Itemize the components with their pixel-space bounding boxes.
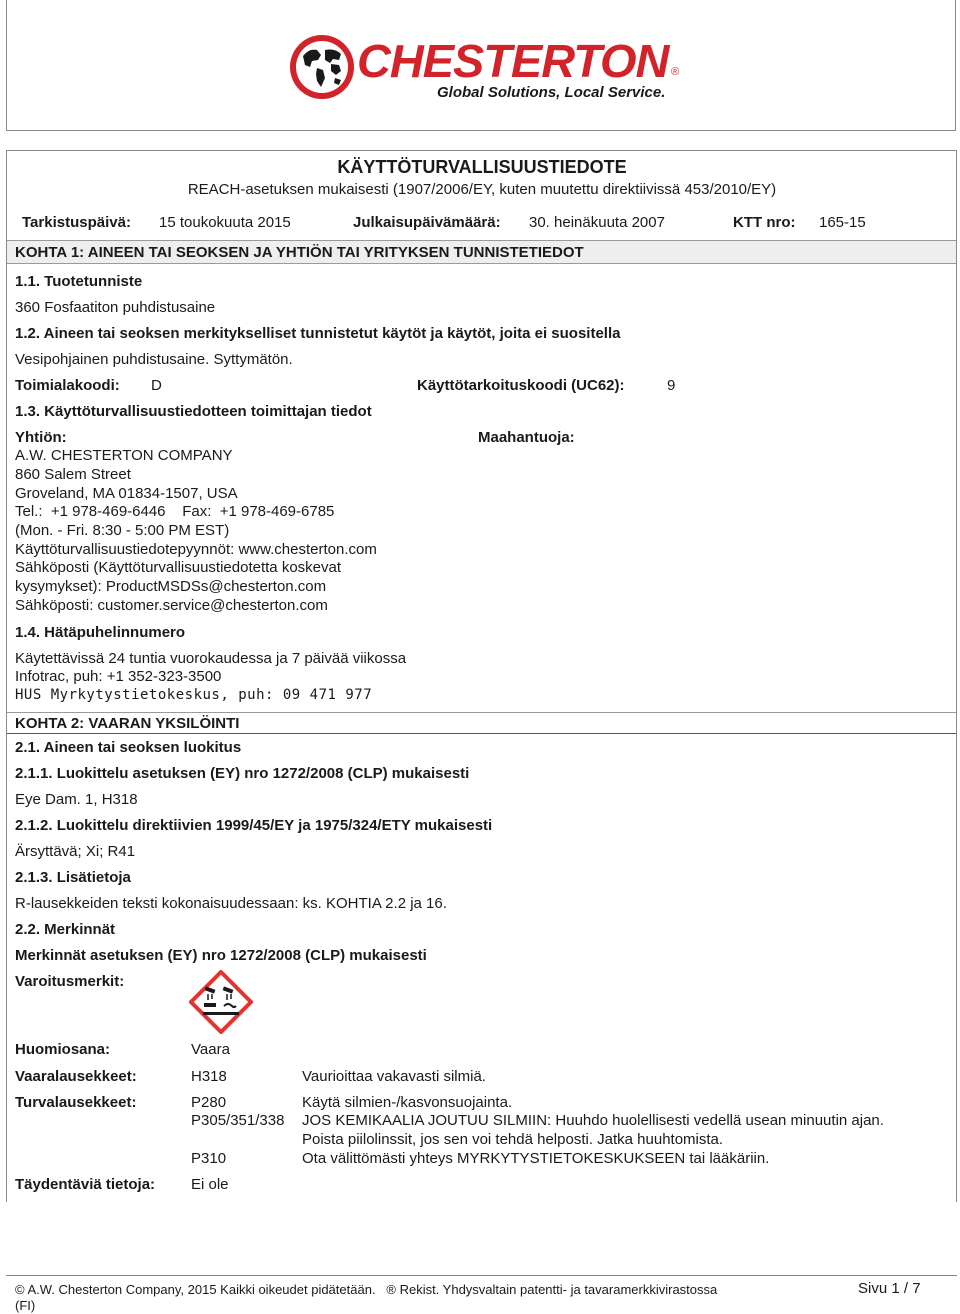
hazard-code: H318 — [191, 1068, 227, 1085]
supplementary-label: Täydentäviä tietoja: — [15, 1176, 156, 1193]
company-label: Yhtiön: — [15, 429, 67, 446]
revision-value: 15 toukokuuta 2015 — [159, 214, 291, 231]
precaution-code: P310 — [191, 1150, 227, 1167]
company-line: Tel.: +1 978-469-6446 Fax: +1 978-469-6785 — [15, 503, 335, 520]
issue-label: Julkaisupäivämäärä: — [353, 214, 501, 231]
company-line: Käyttöturvallisuustiedotepyynnöt: www.chesterton.com — [15, 541, 377, 558]
company-logo — [285, 28, 685, 108]
s212-title: 2.1.2. Luokittelu direktiivien 1999/45/EY ja 1975/324/ETY mukaisesti — [15, 817, 493, 834]
brand-tagline: Global Solutions, Local Service. — [437, 84, 666, 101]
section-2-title: KOHTA 2: VAARAN YKSILÖINTI — [15, 715, 240, 732]
corrosion-pictogram-icon — [189, 970, 253, 1034]
company-line: (Mon. - Fri. 8:30 - 5:00 PM EST) — [15, 522, 230, 539]
precaution-text: Poista piilolinssit, jos sen voi tehdä helposti. Jatka huuhtomista. — [302, 1131, 724, 1148]
issue-value: 30. heinäkuuta 2007 — [529, 214, 665, 231]
pictogram-label: Varoitusmerkit: — [15, 973, 125, 990]
company-line: Groveland, MA 01834-1507, USA — [15, 485, 238, 502]
s212-text: Ärsyttävä; Xi; R41 — [15, 843, 136, 860]
s211-title: 2.1.1. Luokittelu asetuksen (EY) nro 1272/2008 (CLP) mukaisesti — [15, 765, 470, 782]
section-1-header — [7, 240, 956, 264]
ktt-label: KTT nro: — [733, 214, 796, 231]
importer-label: Maahantuoja: — [478, 429, 575, 446]
signal-word-label: Huomiosana: — [15, 1041, 111, 1058]
s213-title: 2.1.3. Lisätietoja — [15, 869, 131, 886]
s12-text: Vesipohjainen puhdistusaine. Syttymätön. — [15, 351, 293, 368]
section-1-title: KOHTA 1: AINEEN TAI SEOKSEN JA YHTIÖN TAI YRITYKSEN TUNNISTETIEDOT — [15, 244, 584, 261]
ktt-value: 165-15 — [819, 214, 866, 231]
section-2-header — [7, 712, 956, 734]
industry-value: D — [151, 377, 162, 394]
globe-icon — [287, 32, 357, 102]
s211-text: Eye Dam. 1, H318 — [15, 791, 138, 808]
s13-title: 1.3. Käyttöturvallisuustiedotteen toimittajan tiedot — [15, 403, 372, 420]
precaution-text: Ota välittömästi yhteys MYRKYTYSTIETOKESKUKSEEN tai lääkäriin. — [302, 1150, 770, 1167]
precaution-code: P305/351/338 — [191, 1112, 285, 1129]
s11-title: 1.1. Tuotetunniste — [15, 273, 143, 290]
document-title: KÄYTTÖTURVALLISUUSTIEDOTE — [337, 157, 627, 177]
s11-text: 360 Fosfaatiton puhdistusaine — [15, 299, 216, 316]
precaution-code: P280 — [191, 1094, 227, 1111]
s22-title: 2.2. Merkinnät — [15, 921, 116, 938]
s12-title: 1.2. Aineen tai seoksen merkitykselliset tunnistetut käytöt ja käytöt, joita ei suositella — [15, 325, 621, 342]
company-line: 860 Salem Street — [15, 466, 131, 483]
industry-label: Toimialakoodi: — [15, 377, 120, 394]
s22-subtitle: Merkinnät asetuksen (EY) nro 1272/2008 (CLP) mukaisesti — [15, 947, 427, 964]
footer-rule — [6, 1275, 957, 1276]
s14-title: 1.4. Hätäpuhelinnumero — [15, 624, 186, 641]
company-line: Sähköposti: customer.service@chesterton.com — [15, 597, 328, 614]
precaution-label: Turvalausekkeet: — [15, 1094, 137, 1111]
page-number: Sivu 1 / 7 — [858, 1280, 921, 1297]
revision-label: Tarkistuspäivä: — [22, 214, 131, 231]
brand-name: CHESTERTON — [357, 35, 669, 87]
use-code-label: Käyttötarkoituskoodi (UC62): — [417, 377, 625, 394]
supplementary-value: Ei ole — [191, 1176, 229, 1193]
s213-text: R-lausekkeiden teksti kokonaisuudessaan: ks. KOHTIA 2.2 ja 16. — [15, 895, 447, 912]
company-line: kysymykset): ProductMSDSs@chesterton.com — [15, 578, 327, 595]
hazard-label: Vaaralausekkeet: — [15, 1068, 137, 1085]
s14-line: Käytettävissä 24 tuntia vuorokaudessa ja 7 päivää viikossa — [15, 650, 407, 667]
company-line: A.W. CHESTERTON COMPANY — [15, 447, 233, 464]
s21-title: 2.1. Aineen tai seoksen luokitus — [15, 739, 242, 756]
hazard-text: Vaurioittaa vakavasti silmiä. — [302, 1068, 486, 1085]
footer-language: (FI) — [15, 1298, 36, 1313]
s14-hus: HUS Myrkytystietokeskus, puh: 09 471 977 — [15, 687, 373, 703]
registered-mark: ® — [671, 66, 680, 78]
precaution-text: Käytä silmien-/kasvonsuojainta. — [302, 1094, 513, 1111]
company-line: Sähköposti (Käyttöturvallisuustiedotetta koskevat — [15, 559, 342, 576]
document-subtitle: REACH-asetuksen mukaisesti (1907/2006/EY, kuten muutettu direktiivissä 453/2010/EY) — [187, 181, 777, 198]
s14-line: Infotrac, puh: +1 352-323-3500 — [15, 668, 222, 685]
signal-word-value: Vaara — [191, 1041, 230, 1058]
use-code-value: 9 — [667, 377, 676, 394]
precaution-text: JOS KEMIKAALIA JOUTUU SILMIIN: Huuhdo huolellisesti vedellä usean minuutin ajan. — [302, 1112, 884, 1129]
footer-copyright: © A.W. Chesterton Company, 2015 Kaikki oikeudet pidätetään. ® Rekist. Yhdysvaltain patentti- ja tavaramerkkivirastossa — [15, 1282, 718, 1297]
